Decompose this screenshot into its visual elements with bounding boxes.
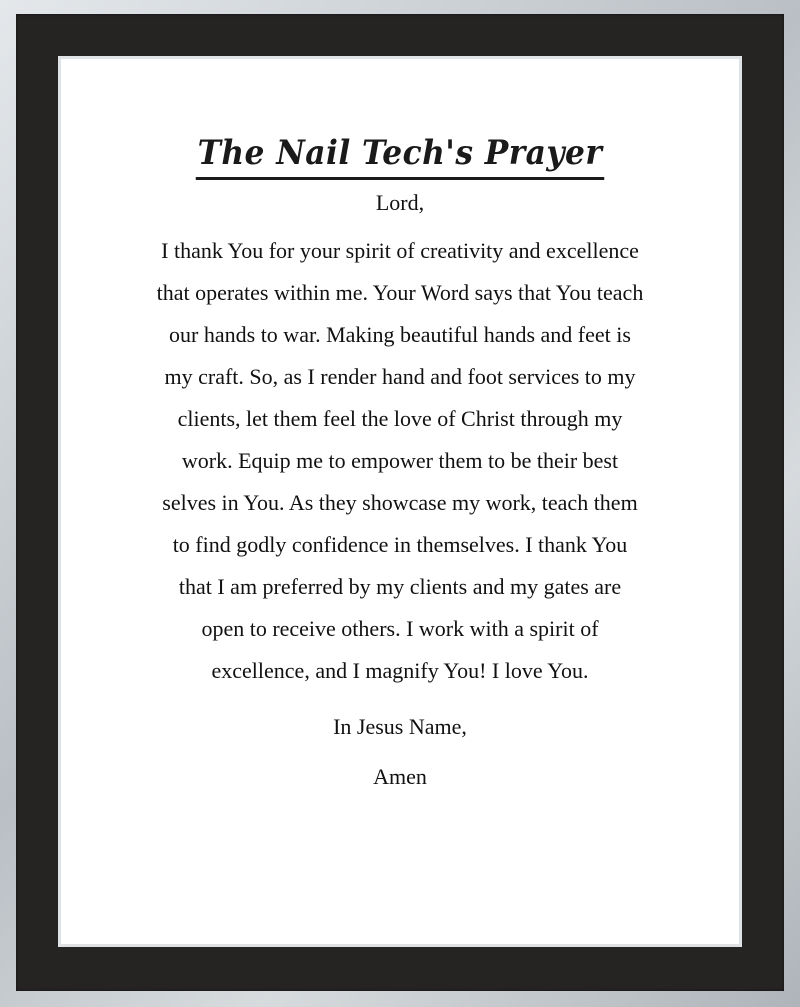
frame-mat <box>16 14 784 991</box>
prayer-page <box>61 59 739 944</box>
paper-border <box>58 56 742 947</box>
closing-line: In Jesus Name, <box>333 714 467 739</box>
salutation: Lord, <box>375 190 425 215</box>
prayer-line: that operates within me. Your Word says that You teach <box>156 280 644 305</box>
prayer-line: work. Equip me to empower them to be their best <box>181 448 619 473</box>
prayer-body <box>120 230 680 692</box>
amen-line: Amen <box>373 764 427 789</box>
prayer-line: selves in You. As they showcase my work, teach them <box>162 490 638 515</box>
prayer-line: my craft. So, as I render hand and foot services to my <box>164 364 636 389</box>
prayer-line: our hands to war. Making beautiful hands and feet is <box>169 322 631 347</box>
prayer-line: that I am preferred by my clients and my gates are <box>178 574 622 599</box>
prayer-line: clients, let them feel the love of Christ through my <box>177 406 623 431</box>
prayer-line: excellence, and I magnify You! I love You. <box>211 658 589 683</box>
prayer-line: I thank You for your spirit of creativity and excellence <box>161 238 639 263</box>
prayer-title: The Nail Tech's Prayer <box>196 131 604 180</box>
prayer-line: to find godly confidence in themselves. I thank You <box>172 532 628 557</box>
prayer-line: open to receive others. I work with a spirit of <box>201 616 599 641</box>
